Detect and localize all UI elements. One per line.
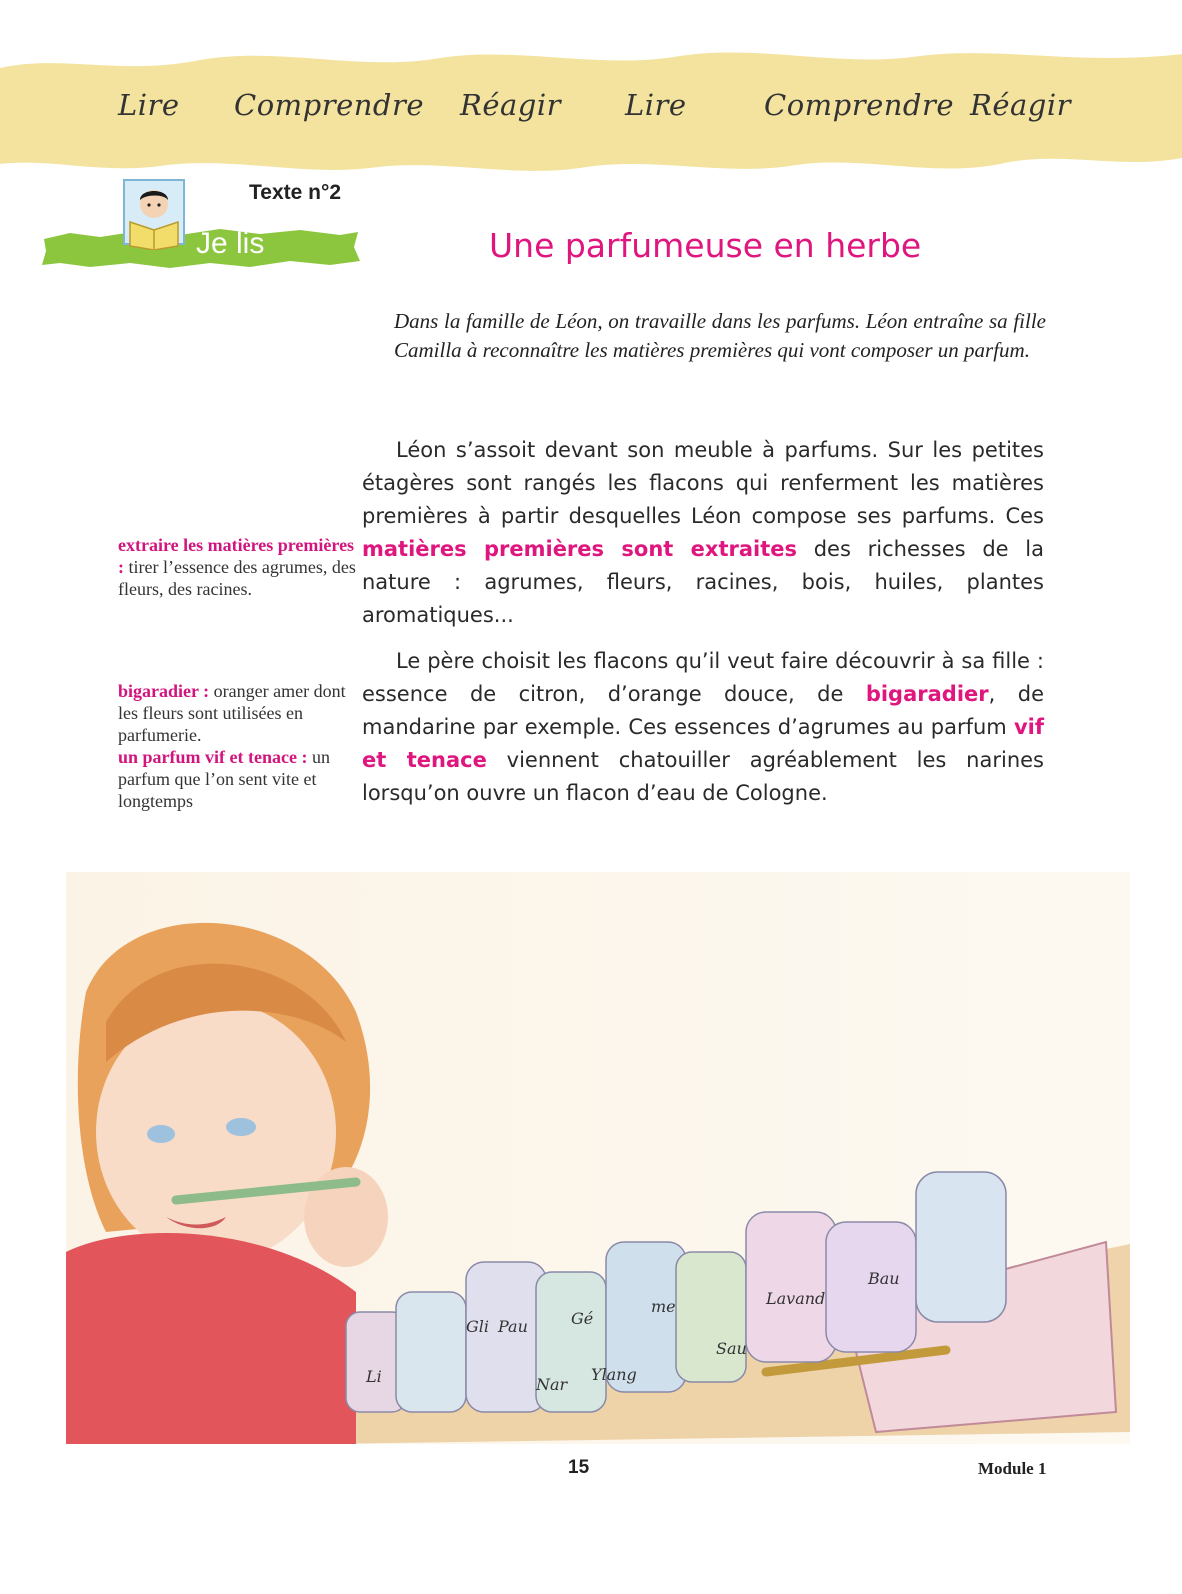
- perfume-illustration: [66, 872, 1130, 1444]
- nav-comprendre-1: Comprendre: [234, 88, 425, 122]
- glossary-term: un parfum vif et tenace :: [118, 747, 308, 767]
- nav-reagir-1: Réagir: [460, 88, 561, 122]
- glossary-definition: oranger amer dont les fleurs sont utilisées en parfumerie.: [118, 681, 346, 745]
- bottle-label-gli: Gli: [466, 1317, 490, 1336]
- intro-text: Dans la famille de Léon, on travaille dans les parfums. Léon entraîne sa fille Camilla à reconnaître les matières premières qui vont composer un parfum.: [394, 309, 1046, 362]
- bottle-label-ge: Gé: [571, 1309, 594, 1328]
- je-lis-badge: Je lis: [196, 227, 265, 260]
- paragraph-2-text-c: viennent chatouiller agréablement les narines lorsqu’on ouvre un flacon d’eau de Cologne.: [362, 748, 1044, 805]
- glossary-term: extraire les matières premières :: [118, 535, 355, 577]
- nav-lire-1: Lire: [118, 88, 180, 122]
- nav-reagir-2: Réagir: [970, 88, 1071, 122]
- page-number: 15: [568, 1457, 590, 1478]
- bottle-label-bau: Bau: [868, 1269, 900, 1288]
- bottle-label-li: Li: [366, 1367, 382, 1386]
- highlight-matieres-premieres: matières premières sont extraites: [362, 537, 797, 561]
- paragraph-1: [362, 434, 1044, 632]
- nav-comprendre-2: Comprendre: [764, 88, 955, 122]
- glossary-entry-bigaradier: [118, 680, 356, 746]
- paragraph-2-text-b: , de mandarine par exemple. Ces essences d’agrumes au parfum: [362, 682, 1044, 739]
- bottle-label-lavand: Lavand: [766, 1289, 826, 1308]
- bottle-label-me: me: [651, 1297, 676, 1316]
- bottle-label-nar: Nar: [536, 1375, 568, 1394]
- page-title: Une parfumeuse en herbe: [489, 226, 922, 265]
- paragraph-2: [362, 645, 1044, 810]
- paragraph-1-text-a: Léon s’assoit devant son meuble à parfums. Sur les petites étagères sont rangés les flacons qui renferment les matières premières à partir desquelles Léon compose ses parfums. Ces: [362, 438, 1044, 528]
- text-number-label: Texte n°2: [249, 181, 342, 204]
- nav-lire-2: Lire: [625, 88, 687, 122]
- highlight-bigaradier: bigaradier: [865, 682, 989, 706]
- paragraph-1-text-b: des richesses de la nature : agrumes, fleurs, racines, bois, huiles, plantes aromatiques...: [362, 537, 1044, 627]
- highlight-vif-et-tenace: vif et tenace: [362, 715, 1044, 772]
- bottle-label-pau: Pau: [498, 1317, 528, 1336]
- bottle-label-sau: Sau: [716, 1339, 747, 1358]
- glossary-definition: tirer l’essence des agrumes, des fleurs, des racines.: [118, 557, 356, 599]
- glossary-term: bigaradier :: [118, 681, 210, 701]
- reading-child-icon: [118, 178, 192, 250]
- paragraph-2-text-a: Le père choisit les flacons qu’il veut faire découvrir à sa fille : essence de citron, d’orange douce, de: [362, 649, 1044, 706]
- glossary-definition: un parfum que l’on sent vite et longtemps: [118, 747, 330, 811]
- glossary-entry-extraire: [118, 534, 356, 600]
- glossary-entry-parfum-vif: [118, 746, 356, 812]
- module-label: Module 1: [978, 1459, 1047, 1478]
- bottle-label-ylang: Ylang: [591, 1365, 637, 1384]
